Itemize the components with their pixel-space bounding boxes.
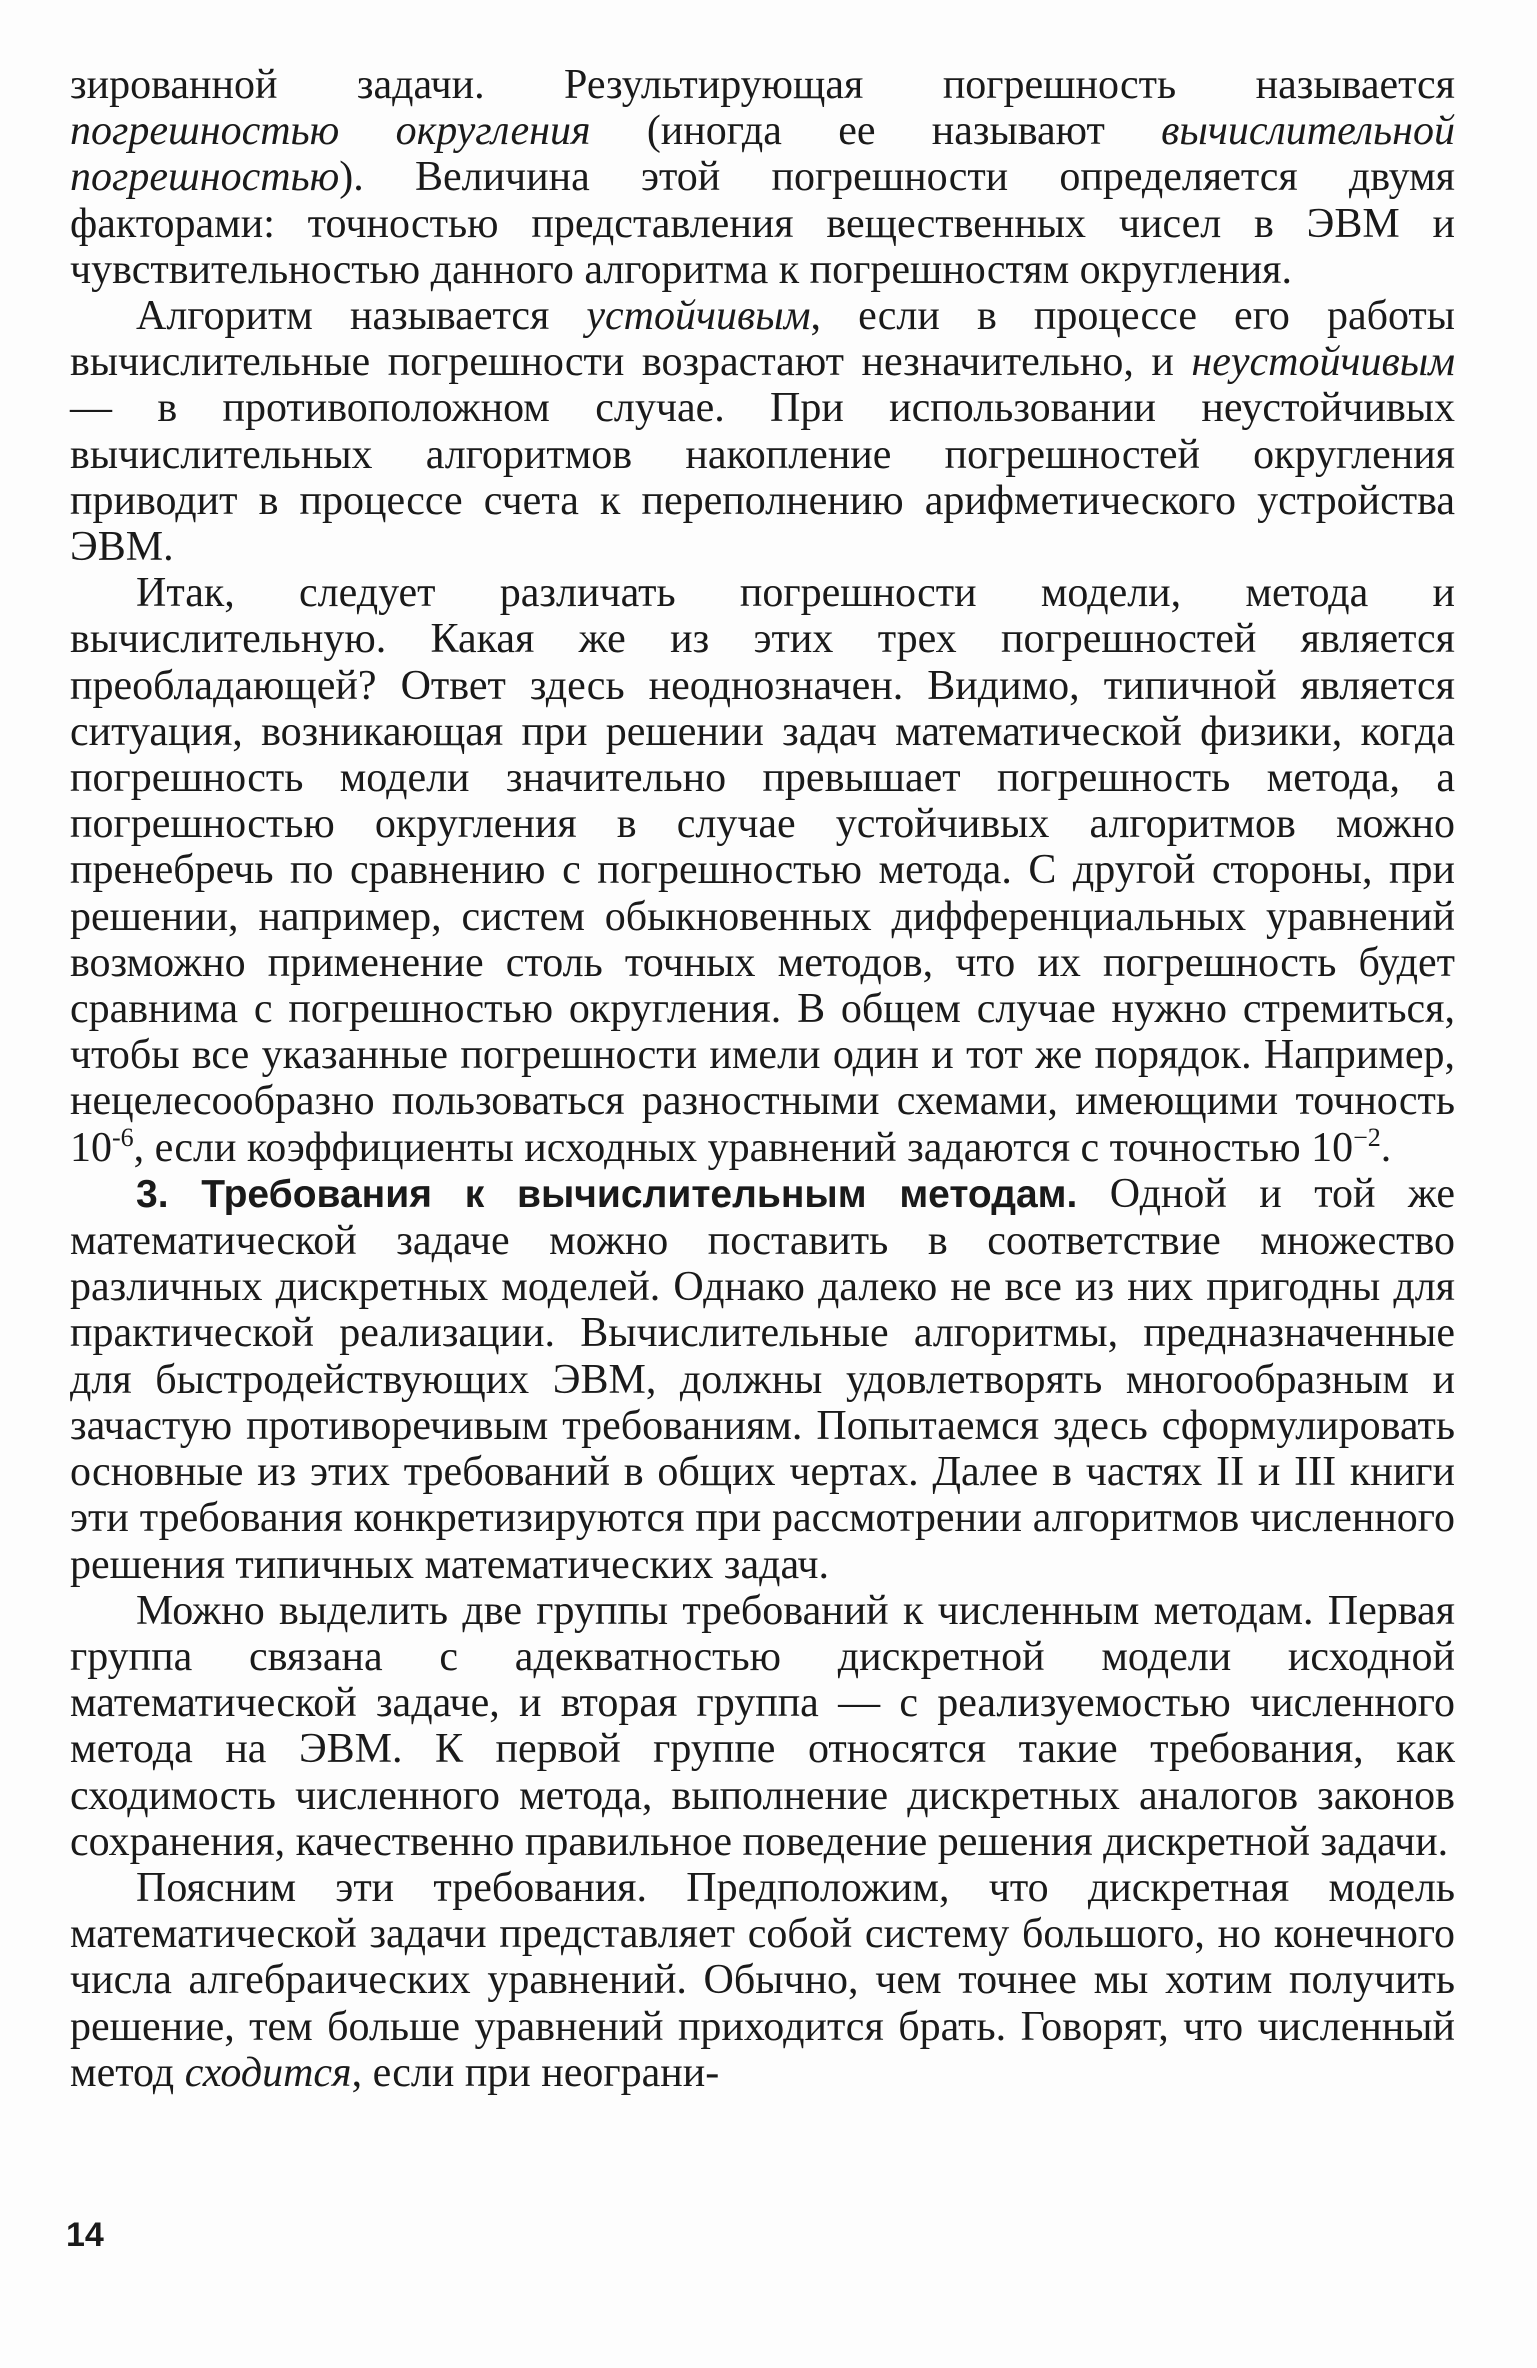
p2-term-unstable: неустойчивым <box>1191 339 1455 386</box>
p3-exponent-1: -6 <box>112 1122 134 1152</box>
p1-text-3: ). Величина этой погрешности определяется двумя факторами: точностью представления вещественных чисел в ЭВМ и чувствительностью данного алгоритма к погрешностям округления. <box>70 154 1455 293</box>
body-text <box>70 62 1455 2096</box>
p3-text-2: , если коэффициенты исходных уравнений задаются с точностью 10 <box>133 1124 1354 1171</box>
p5-text-1: Можно выделить две группы требований к численным методам. Первая группа связана с адекватностью дискретной модели исходной математической задаче, и вторая группа — с реализуемостью численного метода на ЭВМ. К первой группе относятся такие требования, как сходимость численного метода, выполнение дискретных аналогов законов сохранения, качественно правильное поведение решения дискретной задачи. <box>70 1587 1455 1865</box>
section-heading: 3. Требования к вычислительным методам. <box>136 1172 1078 1216</box>
p2-term-stable: устойчивым <box>586 293 811 340</box>
paragraph-4 <box>70 1171 1455 1588</box>
p4-text-1: Одной и той же математической задаче можно поставить в соответствие множество различных дискретных моделей. Однако далеко не все из них пригодны для практической реализации. Вычислительные алгоритмы, предназначенные для быстродействующих ЭВМ, должны удовлетворять многообразным и зачастую противоречивым требованиям. Попытаемся здесь сформулировать основные из этих требований в общих чертах. Далее в частях II и III книги эти требования конкретизируются при рассмотрении алгоритмов численного решения типичных математических задач. <box>70 1170 1455 1588</box>
p3-text-3: . <box>1380 1124 1392 1171</box>
p1-text-2: (иногда ее называют <box>590 108 1162 155</box>
p6-term-converges: сходится <box>184 2049 352 2096</box>
paragraph-6 <box>70 1865 1455 2096</box>
paragraph-3 <box>70 570 1455 1171</box>
p2-text-3: — в противоположном случае. При использовании неустойчивых вычислительных алгоритмов накопление погрешностей округления приводит в процессе счета к переполнению арифметического устройства ЭВМ. <box>70 385 1455 571</box>
p3-text-1: Итак, следует различать погрешности модели, метода и вычислительную. Какая же из этих трех погрешностей является преобладающей? Ответ здесь неоднозначен. Видимо, типичной является ситуация, возникающая при решении задач математической физики, когда погрешность модели значительно превышает погрешность метода, а погрешностью округления в случае устойчивых алгоритмов можно пренебречь по сравнению с погрешностью метода. С другой стороны, при решении, например, систем обыкновенных дифференциальных уравнений возможно применение столь точных методов, что их погрешность будет сравнима с погрешностью округления. В общем случае нужно стремиться, чтобы все указанные погрешности имели один и тот же порядок. Например, нецелесообразно пользоваться разностными схемами, имеющими точность 10 <box>70 570 1455 1171</box>
paragraph-2 <box>70 293 1455 570</box>
p1-text-1: зированной задачи. Результирующая погрешность называется <box>70 62 1455 108</box>
p1-term-rounding-error: погрешностью округления <box>70 108 591 155</box>
p2-text-2: , если в процессе его работы вычислительные погрешности возрастают незначительно, и <box>70 293 1455 386</box>
paragraph-1 <box>70 62 1455 293</box>
p6-text-2: , если при неограни- <box>351 2049 720 2096</box>
p1-term-computational-error: вычислительной погрешностью <box>70 108 1455 201</box>
page-number: 14 <box>66 2216 104 2254</box>
p2-text-1: Алгоритм называется <box>136 293 587 340</box>
paragraph-5 <box>70 1588 1455 1865</box>
p3-exponent-2: −2 <box>1353 1122 1381 1152</box>
p6-text-1: Поясним эти требования. Предположим, что дискретная модель математической задачи представляет собой систему большого, но конечного числа алгебраических уравнений. Обычно, чем точнее мы хотим получить решение, тем больше уравнений приходится брать. Говорят, что численный метод <box>70 1864 1455 2096</box>
